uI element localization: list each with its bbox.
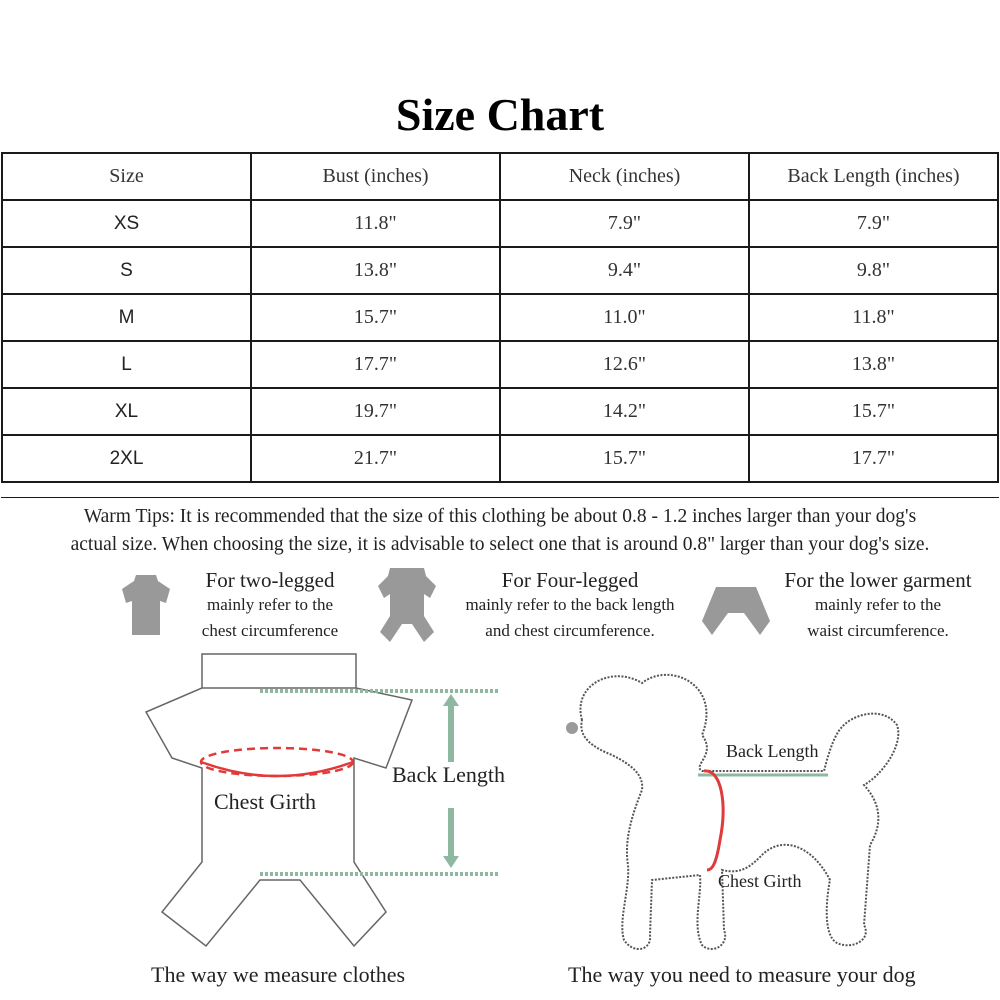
dog-chest-girth-line: [704, 771, 723, 870]
clothes-chest-girth-label: Chest Girth: [214, 789, 317, 814]
back-length-cell: 15.7": [749, 388, 998, 435]
table-header-row: [2, 153, 998, 200]
neck-cell: 9.4": [500, 247, 749, 294]
dog-measurement-diagram: [552, 665, 912, 965]
table-row: [2, 388, 998, 435]
bust-cell: 21.7": [251, 435, 500, 482]
category-desc: mainly refer to the: [814, 595, 942, 614]
bust-cell: 11.8": [251, 200, 500, 247]
category-four-legged: [440, 568, 700, 644]
back-length-cell: 9.8": [749, 247, 998, 294]
clothes-back-length-label: Back Length: [392, 762, 506, 787]
size-cell: XL: [2, 388, 251, 435]
neck-cell: 7.9": [500, 200, 749, 247]
table-row: [2, 341, 998, 388]
back-length-cell: 11.8": [749, 294, 998, 341]
table-row: [2, 200, 998, 247]
table-bottom-rule: [1, 497, 999, 498]
dog-back-length-label: Back Length: [726, 741, 819, 761]
category-desc: chest circumference: [201, 621, 339, 640]
bust-cell: 17.7": [251, 341, 500, 388]
category-desc: mainly refer to the back length: [465, 595, 675, 614]
neck-cell: 11.0": [500, 294, 749, 341]
back-length-cell: 7.9": [749, 200, 998, 247]
warm-tips: [0, 503, 1000, 559]
warm-tips-line-1: Warm Tips: It is recommended that the size of this clothing be about 0.8 - 1.2 inches larger than your dog's: [83, 506, 917, 527]
size-cell: L: [2, 341, 251, 388]
neck-cell: 12.6": [500, 341, 749, 388]
size-cell: M: [2, 294, 251, 341]
dog-outline: [580, 675, 898, 949]
table-row: [2, 247, 998, 294]
warm-tips-line-2: actual size. When choosing the size, it is advisable to select one that is around 0.8" larger than your dog's size.: [70, 534, 930, 555]
four-legged-jumpsuit-icon: [376, 566, 438, 644]
clothes-caption: The way we measure clothes: [151, 962, 406, 987]
size-table: [1, 152, 999, 483]
two-legged-shirt-icon: [120, 573, 172, 637]
size-cell: 2XL: [2, 435, 251, 482]
dog-chest-girth-label: Chest Girth: [718, 871, 802, 891]
category-title: For two-legged: [205, 568, 335, 592]
category-title: For Four-legged: [501, 568, 639, 592]
back-length-cell: 17.7": [749, 435, 998, 482]
category-desc: mainly refer to the: [206, 595, 334, 614]
size-cell: XS: [2, 200, 251, 247]
category-two-legged: [180, 568, 360, 644]
category-title: For the lower garment: [784, 568, 972, 592]
table-row: [2, 294, 998, 341]
category-desc: and chest circumference.: [485, 621, 655, 640]
size-cell: S: [2, 247, 251, 294]
neck-cell: 15.7": [500, 435, 749, 482]
size-chart-title: Size Chart: [395, 89, 605, 140]
table-row: [2, 435, 998, 482]
category-lower-garment: [760, 568, 996, 644]
header-neck: Neck (inches): [500, 153, 749, 200]
bust-cell: 19.7": [251, 388, 500, 435]
back-length-cell: 13.8": [749, 341, 998, 388]
bust-cell: 13.8": [251, 247, 500, 294]
clothes-measurement-diagram: [140, 650, 520, 950]
bust-cell: 15.7": [251, 294, 500, 341]
category-desc: waist circumference.: [807, 621, 949, 640]
dog-caption: The way you need to measure your dog: [568, 962, 916, 987]
header-back-length: Back Length (inches): [749, 153, 998, 200]
neck-cell: 14.2": [500, 388, 749, 435]
dog-nose: [566, 722, 578, 734]
header-bust: Bust (inches): [251, 153, 500, 200]
header-size: Size: [2, 153, 251, 200]
